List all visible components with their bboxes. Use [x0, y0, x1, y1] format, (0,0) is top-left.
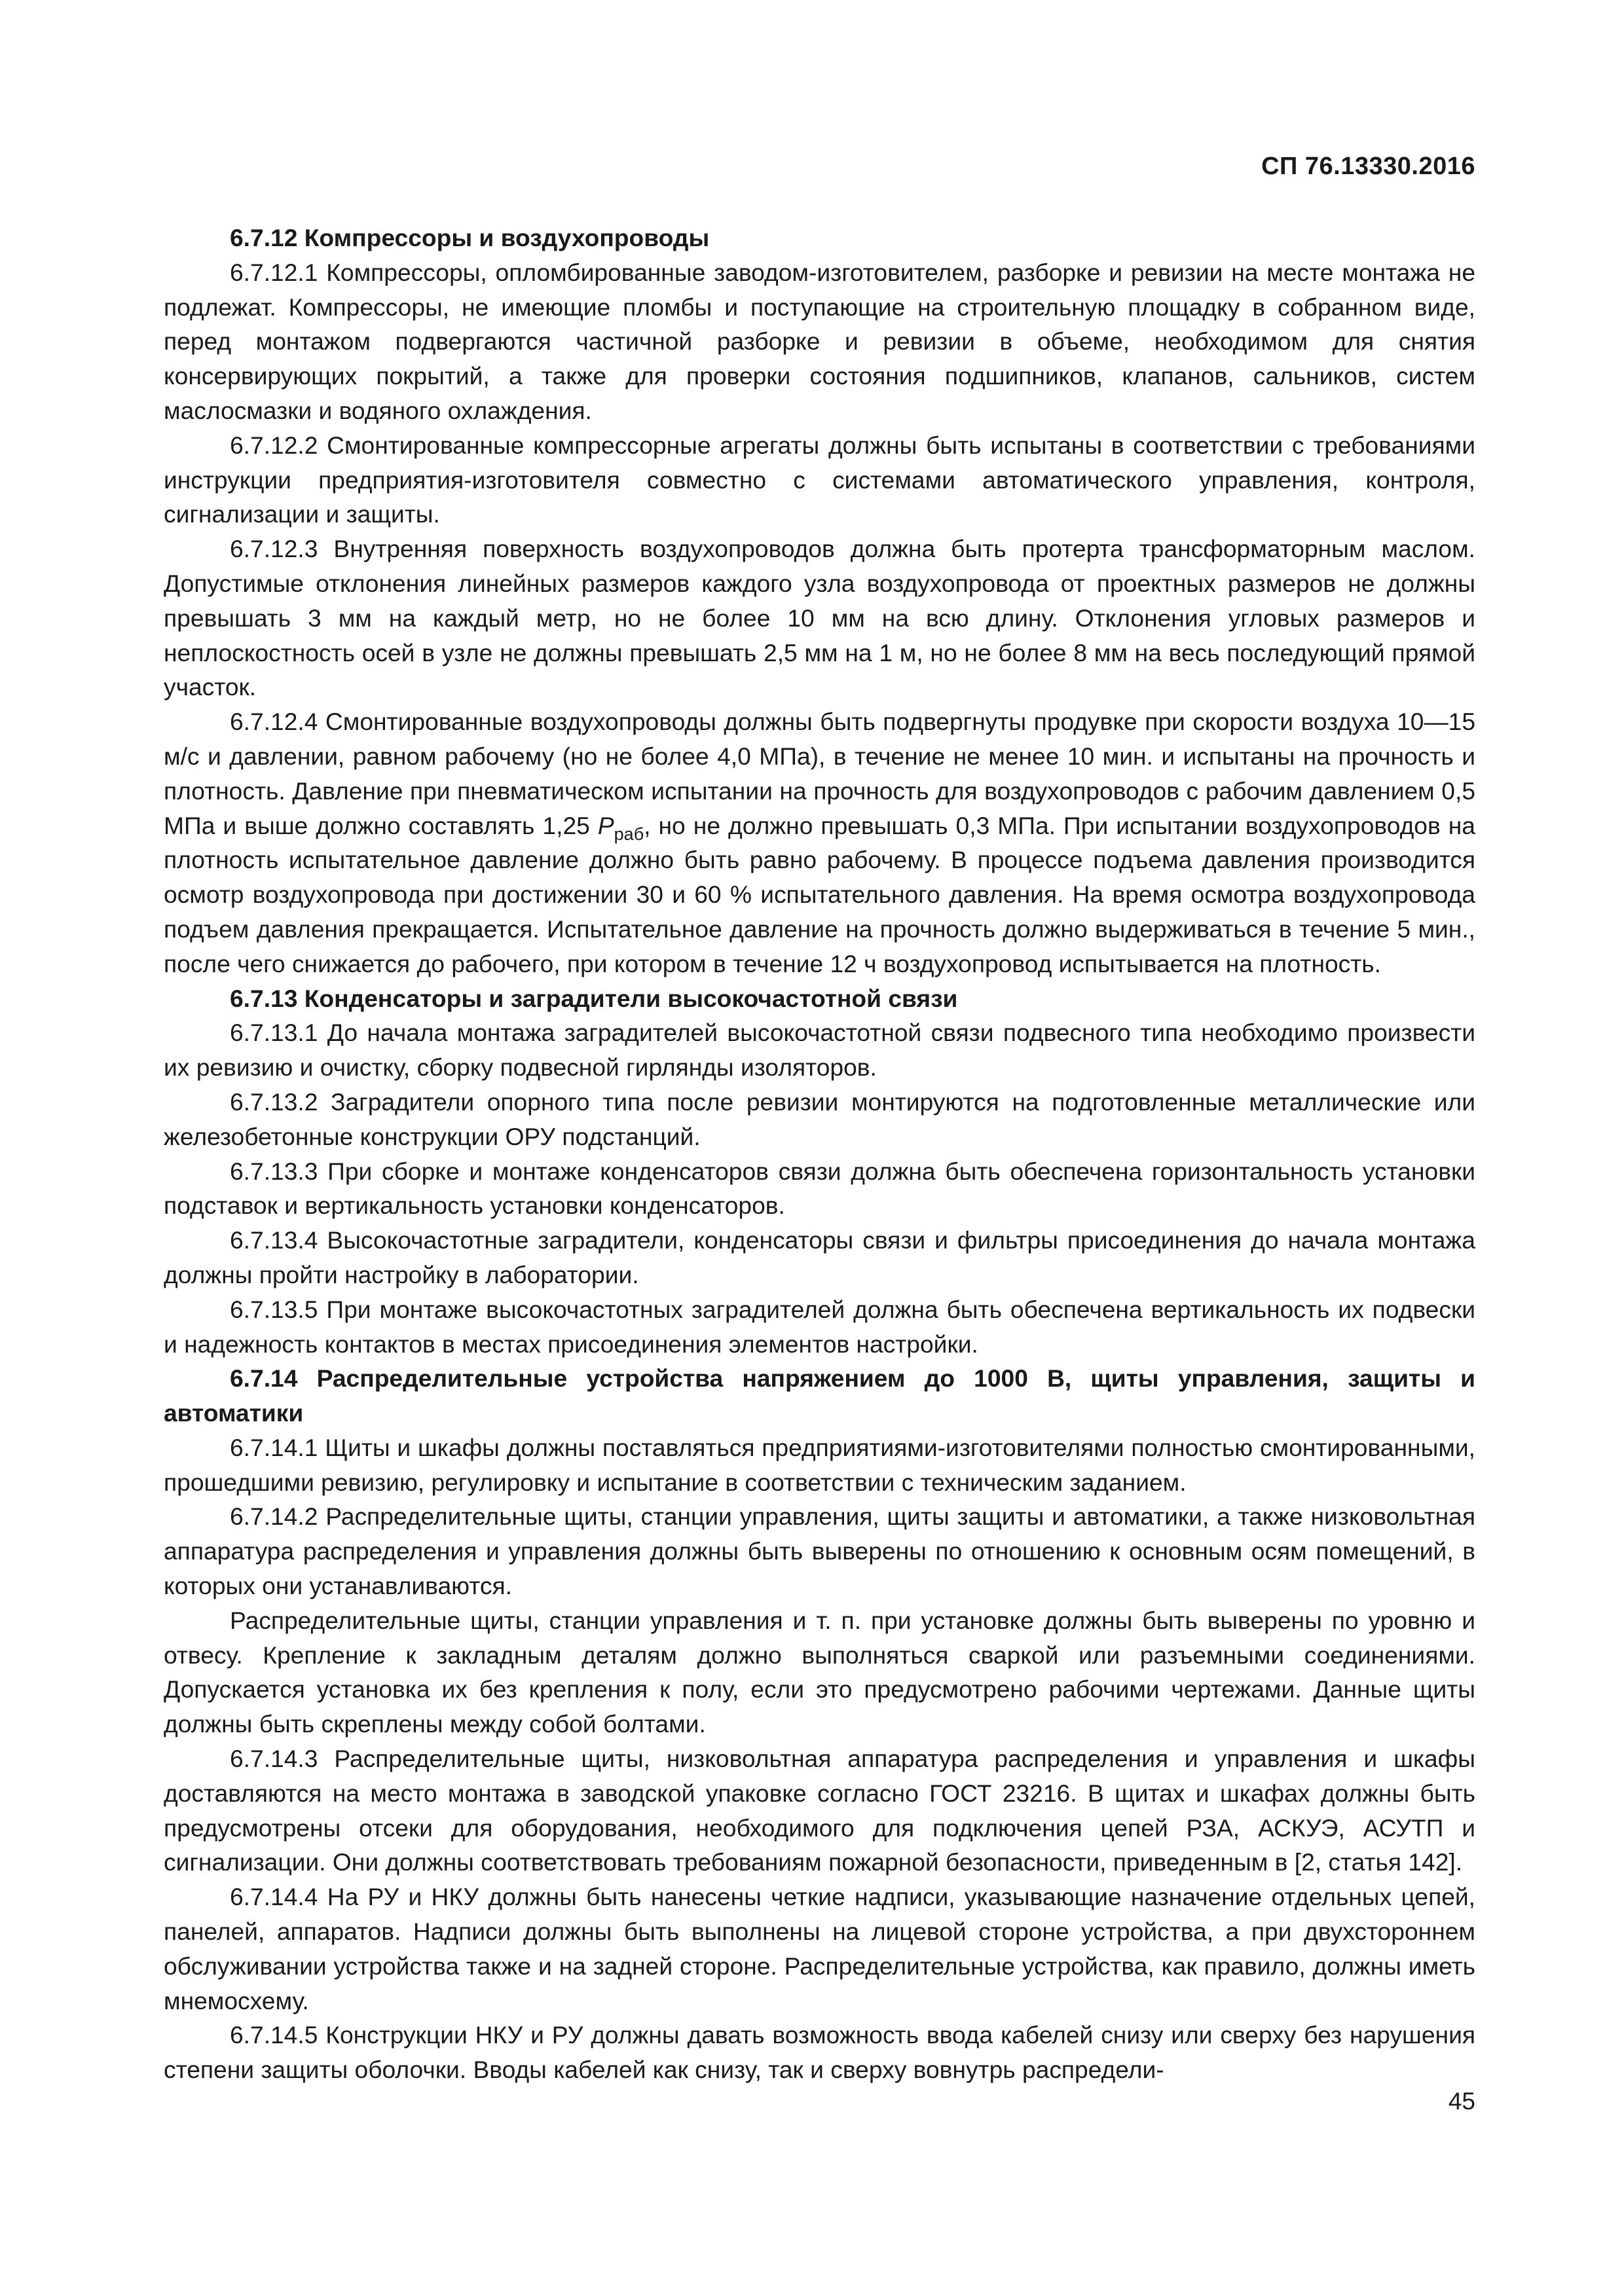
- page-number: 45: [1448, 2088, 1475, 2115]
- document-body: [164, 221, 1475, 2087]
- paragraph-6-7-14-2-cont: Распределительные щиты, станции управления и т. п. при установке должны быть выверены по уровню и отвесу. Крепление к закладным деталям должно выполняться сваркой или разъемными соединениями. Допускается установка их без крепления к полу, если это предусмотрено рабочими чертежами. Данные щиты должны быть скреплены между собой болтами.: [164, 1606, 1475, 1738]
- paragraph-6-7-13-2: 6.7.13.2 Заградители опорного типа после ревизии монтируются на подготовленные металлические или железобетонные конструкции ОРУ подстанций.: [164, 1087, 1475, 1150]
- paragraph-6-7-14-5: 6.7.14.5 Конструкции НКУ и РУ должны давать возможность ввода кабелей снизу или сверху без нарушения степени защиты оболочки. Вводы кабелей как снизу, так и сверху вовнутрь распредели-: [164, 2021, 1475, 2084]
- section-heading-6-7-13: 6.7.13 Конденсаторы и заградители высокочастотной связи: [230, 984, 958, 1012]
- paragraph-6-7-13-5: 6.7.13.5 При монтаже высокочастотных заградителей должна быть обеспечена вертикальность их подвески и надежность контактов в местах присоединения элементов настройки.: [164, 1295, 1475, 1358]
- paragraph-6-7-13-3: 6.7.13.3 При сборке и монтаже конденсаторов связи должна быть обеспечена горизонтальность установки подставок и вертикальность установки конденсаторов.: [164, 1157, 1475, 1220]
- document-code: СП 76.13330.2016: [1261, 153, 1475, 180]
- paragraph-6-7-14-3: 6.7.14.3 Распределительные щиты, низковольтная аппаратура распределения и управления и шкафы доставляются на место монтажа в заводской упаковке согласно ГОСТ 23216. В щитах и шкафах должны быть предусмотрены отсеки для оборудования, необходимого для подключения цепей РЗА, АСКУЭ, АСУТП и сигнализации. Они должны соответствовать требованиям пожарной безопасности, приведенным в [2, статья 142].: [164, 1745, 1475, 1876]
- paragraph-6-7-13-1: 6.7.13.1 До начала монтажа заградителей высокочастотной связи подвесного типа необходимо произвести их ревизию и очистку, сборку подвесной гирлянды изоляторов.: [164, 1019, 1475, 1082]
- paragraph-6-7-12-1: 6.7.12.1 Компрессоры, опломбированные заводом-изготовителем, разборке и ревизии на месте монтажа не подлежат. Компрессоры, не имеющие пломбы и поступающие на строительную площадку в собранном виде, перед монтажом подвергаются частичной разборке и ревизии в объеме, необходимом для снятия консервирующих покрытий, а также для проверки состояния подшипников, клапанов, сальников, систем маслосмазки и водяного охлаждения.: [164, 258, 1475, 424]
- paragraph-6-7-13-4: 6.7.13.4 Высокочастотные заградители, конденсаторы связи и фильтры присоединения до начала монтажа должны пройти настройку в лаборатории.: [164, 1226, 1475, 1288]
- paragraph-6-7-14-1: 6.7.14.1 Щиты и шкафы должны поставляться предприятиями-изготовителями полностью смонтированными, прошедшими ревизию, регулировку и испытание в соответствии с техническим заданием.: [164, 1433, 1475, 1496]
- formula-subscript: раб: [614, 824, 644, 844]
- section-heading-6-7-14: 6.7.14 Распределительные устройства напряжением до 1000 В, щиты управления, защиты и автоматики: [164, 1364, 1475, 1427]
- formula-symbol-p: P: [597, 811, 614, 839]
- paragraph-6-7-12-4-part-1: 6.7.12.4 Смонтированные воздухопроводы должны быть подвергнуты продувке при скорости воздуха 10—15 м/с и давлении, равном рабочему (но не более 4,0 МПа), в течение не менее 10 мин. и испытаны на прочность и плотность. Давление при пневматическом испытании на прочность для воздухопроводов с рабочим давлением 0,5 МПа и выше должно составлять 1,25: [164, 708, 1475, 839]
- paragraph-6-7-12-2: 6.7.12.2 Смонтированные компрессорные агрегаты должны быть испытаны в соответствии с требованиями инструкции предприятия-изготовителя совместно с системами автоматического управления, контроля, сигнализации и защиты.: [164, 431, 1475, 528]
- section-heading-6-7-12: 6.7.12 Компрессоры и воздухопроводы: [230, 224, 710, 251]
- paragraph-6-7-12-4-part-2: , но не должно превышать 0,3 МПа. При испытании воздухопроводов на плотность испытательное давление должно быть равно рабочему. В процессе подъема давления производится осмотр воздухопровода при достижении 30 и 60 % испытательного давления. На время осмотра воздухопровода подъем давления прекращается. Испытательное давление на прочность должно выдерживаться в течение 5 мин., после чего снижается до рабочего, при котором в течение 12 ч воздухопровод испытывается на плотность.: [164, 811, 1475, 977]
- paragraph-6-7-14-2: 6.7.14.2 Распределительные щиты, станции управления, щиты защиты и автоматики, а также низковольтная аппаратура распределения и управления должны быть выверены по отношению к основным осям помещений, в которых они устанавливаются.: [164, 1503, 1475, 1600]
- paragraph-6-7-14-4: 6.7.14.4 На РУ и НКУ должны быть нанесены четкие надписи, указывающие назначение отдельных цепей, панелей, аппаратов. Надписи должны быть выполнены на лицевой стороне устройства, а при двухстороннем обслуживании устройства также и на задней стороне. Распределительные устройства, как правило, должны иметь мнемосхему.: [164, 1883, 1475, 2014]
- paragraph-6-7-12-3: 6.7.12.3 Внутренняя поверхность воздухопроводов должна быть протерта трансформаторным маслом. Допустимые отклонения линейных размеров каждого узла воздухопровода от проектных размеров не должны превышать 3 мм на каждый метр, но не более 10 мм на всю длину. Отклонения угловых размеров и неплоскостность осей в узле не должны превышать 2,5 мм на 1 м, но не более 8 мм на весь последующий прямой участок.: [164, 535, 1475, 701]
- paragraph-6-7-12-4: [164, 704, 1475, 981]
